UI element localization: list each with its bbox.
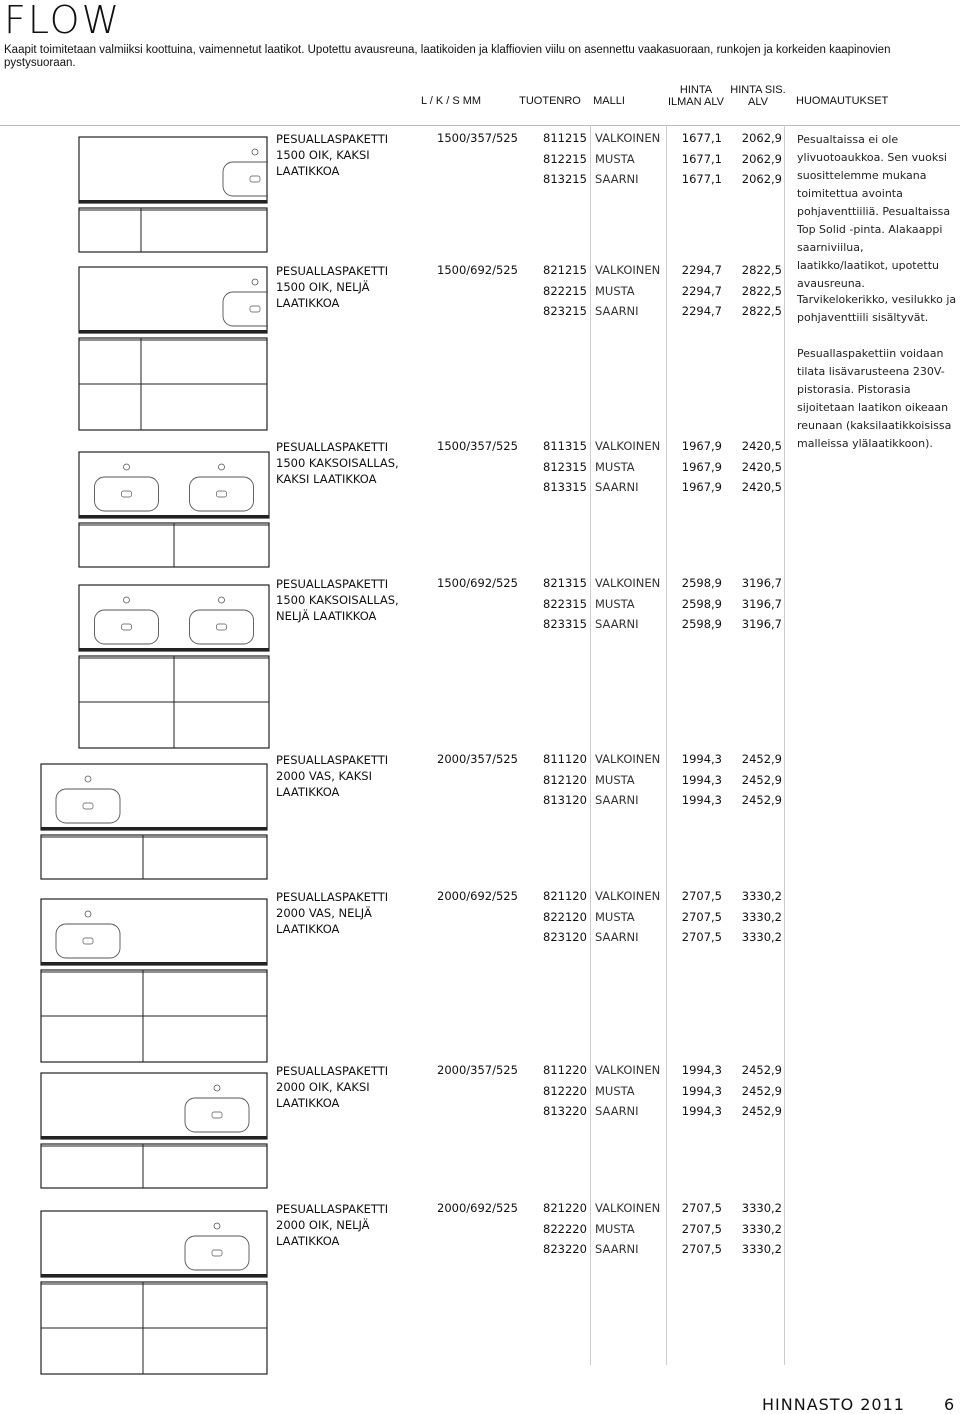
price-incl-vat: 3196,7 [741, 576, 782, 590]
product-color: VALKOINEN [595, 439, 661, 453]
price-incl-vat: 2062,9 [741, 131, 782, 145]
price-incl-vat: 2420,5 [741, 439, 782, 453]
price-excl-vat: 2707,5 [681, 930, 722, 944]
cabinet-svg [40, 1072, 268, 1190]
product-code: 821220 [543, 1201, 587, 1215]
product-name: PESUALLASPAKETTI 2000 VAS, NELJÄ LAATIKKOA [276, 890, 389, 936]
product-code: 823120 [543, 930, 587, 944]
countertop-edge [41, 962, 267, 965]
product-color: VALKOINEN [595, 263, 661, 277]
header-price1 [664, 84, 728, 108]
price-excl-vat: 2707,5 [681, 909, 722, 924]
price-incl-vat: 3196,7 [741, 617, 782, 631]
price-incl-vat: 2822,5 [741, 263, 782, 277]
note-1: Pesualtaissa ei ole ylivuotoaukkoa. Sen vuoksi suosittelemme mukana toimitettua avointa pohjaventtiiliä. Pesualtaissa Top Solid -pinta. Alakaappi saarniviilua, laatikko/laatikot, upotettu avausreuna. [797, 133, 951, 290]
price-excl-vat: 1994,3 [681, 1063, 722, 1077]
product-name: PESUALLASPAKETTI 1500 OIK, KAKSI LAATIKKOA [276, 132, 389, 178]
price-incl-vat: 2062,9 [741, 151, 782, 166]
header-malli: MALLI [593, 95, 625, 107]
product-dimensions: 1500/357/525 [437, 439, 518, 453]
column-divider-notes [784, 125, 785, 1365]
price-incl-vat: 2420,5 [741, 480, 782, 494]
product-code: 813215 [543, 172, 587, 186]
price-incl-vat: 2452,9 [741, 1063, 782, 1077]
header-rule [0, 125, 960, 126]
header-notes: HUOMAUTUKSET [796, 95, 889, 107]
product-code: 823315 [543, 617, 587, 631]
price-incl-vat: 3330,2 [741, 930, 782, 944]
header-dims: L / K / S MM [420, 95, 482, 107]
cabinet-body [41, 1144, 267, 1188]
countertop-edge [41, 1136, 267, 1139]
countertop-edge [79, 330, 267, 333]
product-color: SAARNI [595, 304, 639, 318]
product-color: MUSTA [595, 772, 635, 787]
price-incl-vat: 2062,9 [741, 172, 782, 186]
cabinet-body [79, 208, 267, 252]
product-code: 821315 [543, 576, 587, 590]
price-incl-vat: 3330,2 [741, 909, 782, 924]
price-excl-vat: 2294,7 [681, 263, 722, 277]
product-code: 811215 [543, 131, 587, 145]
price-excl-vat: 2598,9 [681, 596, 722, 611]
cabinet-svg [78, 266, 268, 432]
product-code: 812215 [543, 151, 587, 166]
product-name: PESUALLASPAKETTI 2000 VAS, KAKSI LAATIKKOA [276, 753, 389, 799]
product-name: PESUALLASPAKETTI 1500 KAKSOISALLAS, KAKSI LAATIKKOA [276, 440, 399, 486]
product-code: 822120 [543, 909, 587, 924]
product-code: 821120 [543, 889, 587, 903]
product-dimensions: 2000/692/525 [437, 1201, 518, 1215]
cabinet-svg [40, 898, 268, 1064]
price-excl-vat: 1967,9 [681, 480, 722, 494]
price-excl-vat: 2598,9 [681, 576, 722, 590]
product-color: SAARNI [595, 930, 639, 944]
cabinet-drawing [40, 898, 268, 1064]
product-code: 811120 [543, 752, 587, 766]
price-incl-vat: 3330,2 [741, 1221, 782, 1236]
cabinet-drawing [78, 584, 270, 750]
product-code: 812120 [543, 772, 587, 787]
product-code: 813120 [543, 793, 587, 807]
product-name: PESUALLASPAKETTI 1500 KAKSOISALLAS, NELJÄ LAATIKKOA [276, 577, 399, 623]
price-excl-vat: 1677,1 [681, 151, 722, 166]
product-code: 823220 [543, 1242, 587, 1256]
header-price2 [725, 84, 791, 108]
price-excl-vat: 1994,3 [681, 793, 722, 807]
price-excl-vat: 2707,5 [681, 1242, 722, 1256]
countertop-edge [79, 515, 269, 518]
countertop-edge [79, 200, 267, 203]
countertop [79, 585, 269, 651]
product-color: VALKOINEN [595, 1201, 661, 1215]
countertop-edge [41, 827, 267, 830]
cabinet-svg [78, 136, 268, 254]
cabinet-svg [78, 451, 270, 569]
product-dimensions: 1500/692/525 [437, 576, 518, 590]
product-color: SAARNI [595, 172, 639, 186]
footer-label: HINNASTO 2011 [762, 1395, 905, 1414]
header-price1-line2: ILMAN ALV [667, 96, 725, 108]
note-3: Pesuallaspakettiin voidaan tilata lisävarusteena 230V-pistorasia. Pistorasia sijoitetaan laatikon oikeaan reunaan (kaksilaatikkoisissa malleissa ylälaatikkoon). [797, 347, 952, 450]
price-incl-vat: 3330,2 [741, 1201, 782, 1215]
product-color: SAARNI [595, 617, 639, 631]
cabinet-drawing [40, 763, 268, 881]
price-excl-vat: 2598,9 [681, 617, 722, 631]
price-excl-vat: 1994,3 [681, 1104, 722, 1118]
price-excl-vat: 1994,3 [681, 1083, 722, 1098]
product-code: 812220 [543, 1083, 587, 1098]
product-code: 811315 [543, 439, 587, 453]
page-title: FLOW [4, 0, 122, 42]
cabinet-drawing [78, 266, 268, 432]
price-excl-vat: 2707,5 [681, 1221, 722, 1236]
price-incl-vat: 2822,5 [741, 304, 782, 318]
column-divider-code [590, 125, 591, 1365]
product-color: MUSTA [595, 1083, 635, 1098]
product-color: MUSTA [595, 283, 635, 298]
price-incl-vat: 2452,9 [741, 772, 782, 787]
product-code: 811220 [543, 1063, 587, 1077]
product-color: MUSTA [595, 909, 635, 924]
product-color: VALKOINEN [595, 1063, 661, 1077]
cabinet-svg [78, 584, 270, 750]
countertop-edge [41, 1274, 267, 1277]
countertop [79, 137, 267, 203]
product-color: MUSTA [595, 596, 635, 611]
countertop [41, 899, 267, 965]
product-name: PESUALLASPAKETTI 2000 OIK, NELJÄ LAATIKKOA [276, 1202, 389, 1248]
cabinet-drawing [40, 1072, 268, 1190]
price-excl-vat: 2707,5 [681, 889, 722, 903]
product-code: 822220 [543, 1221, 587, 1236]
product-name: PESUALLASPAKETTI 1500 OIK, NELJÄ LAATIKKOA [276, 264, 389, 310]
price-incl-vat: 2420,5 [741, 459, 782, 474]
header-code: TUOTENRO [519, 95, 581, 107]
product-color: SAARNI [595, 480, 639, 494]
product-color: MUSTA [595, 151, 635, 166]
cabinet-svg [40, 1210, 268, 1376]
price-excl-vat: 1994,3 [681, 772, 722, 787]
product-color: VALKOINEN [595, 131, 661, 145]
price-excl-vat: 1994,3 [681, 752, 722, 766]
product-color: SAARNI [595, 1104, 639, 1118]
cabinet-drawing [78, 451, 270, 569]
cabinet-drawing [78, 136, 268, 254]
product-code: 822315 [543, 596, 587, 611]
price-excl-vat: 2707,5 [681, 1201, 722, 1215]
product-code: 821215 [543, 263, 587, 277]
note-2: Tarvikelokerikko, vesilukko ja pohjaventtiili sisältyvät. [797, 293, 957, 324]
product-color: SAARNI [595, 1242, 639, 1256]
product-dimensions: 2000/357/525 [437, 1063, 518, 1077]
product-code: 813315 [543, 480, 587, 494]
header-price1-line1: HINTA [679, 84, 713, 96]
product-dimensions: 2000/357/525 [437, 752, 518, 766]
product-color: VALKOINEN [595, 576, 661, 590]
price-incl-vat: 3330,2 [741, 1242, 782, 1256]
product-color: MUSTA [595, 1221, 635, 1236]
intro-text: Kaapit toimitetaan valmiiksi koottuina, vaimennetut laatikot. Upotettu avausreuna, laatikoiden ja klaffiovien viilu on asennettu vaakasuoraan, runkojen ja korkeiden kaapinovien pystysuoraan. [4, 44, 891, 69]
product-dimensions: 2000/692/525 [437, 889, 518, 903]
product-code: 823215 [543, 304, 587, 318]
countertop [41, 1211, 267, 1277]
price-incl-vat: 2452,9 [741, 1104, 782, 1118]
price-excl-vat: 1677,1 [681, 131, 722, 145]
price-incl-vat: 2822,5 [741, 283, 782, 298]
product-code: 822215 [543, 283, 587, 298]
price-excl-vat: 1967,9 [681, 459, 722, 474]
countertop-edge [79, 648, 269, 651]
price-incl-vat: 3196,7 [741, 596, 782, 611]
price-incl-vat: 3330,2 [741, 889, 782, 903]
product-color: VALKOINEN [595, 752, 661, 766]
price-excl-vat: 1677,1 [681, 172, 722, 186]
cabinet-svg [40, 763, 268, 881]
countertop [41, 1073, 267, 1139]
price-incl-vat: 2452,9 [741, 752, 782, 766]
countertop [79, 452, 269, 518]
countertop [41, 764, 267, 830]
product-color: MUSTA [595, 459, 635, 474]
price-excl-vat: 1967,9 [681, 439, 722, 453]
product-code: 813220 [543, 1104, 587, 1118]
product-dimensions: 1500/692/525 [437, 263, 518, 277]
countertop [79, 267, 267, 333]
price-incl-vat: 2452,9 [741, 1083, 782, 1098]
price-excl-vat: 2294,7 [681, 304, 722, 318]
product-color: SAARNI [595, 793, 639, 807]
product-name: PESUALLASPAKETTI 2000 OIK, KAKSI LAATIKKOA [276, 1064, 389, 1110]
header-price2-line1: HINTA SIS. [730, 84, 786, 96]
price-excl-vat: 2294,7 [681, 283, 722, 298]
page-number: 6 [944, 1395, 956, 1414]
cabinet-body [41, 835, 267, 879]
header-price2-line2: ALV [748, 96, 768, 108]
product-code: 812315 [543, 459, 587, 474]
price-incl-vat: 2452,9 [741, 793, 782, 807]
product-dimensions: 1500/357/525 [437, 131, 518, 145]
product-color: VALKOINEN [595, 889, 661, 903]
cabinet-drawing [40, 1210, 268, 1376]
